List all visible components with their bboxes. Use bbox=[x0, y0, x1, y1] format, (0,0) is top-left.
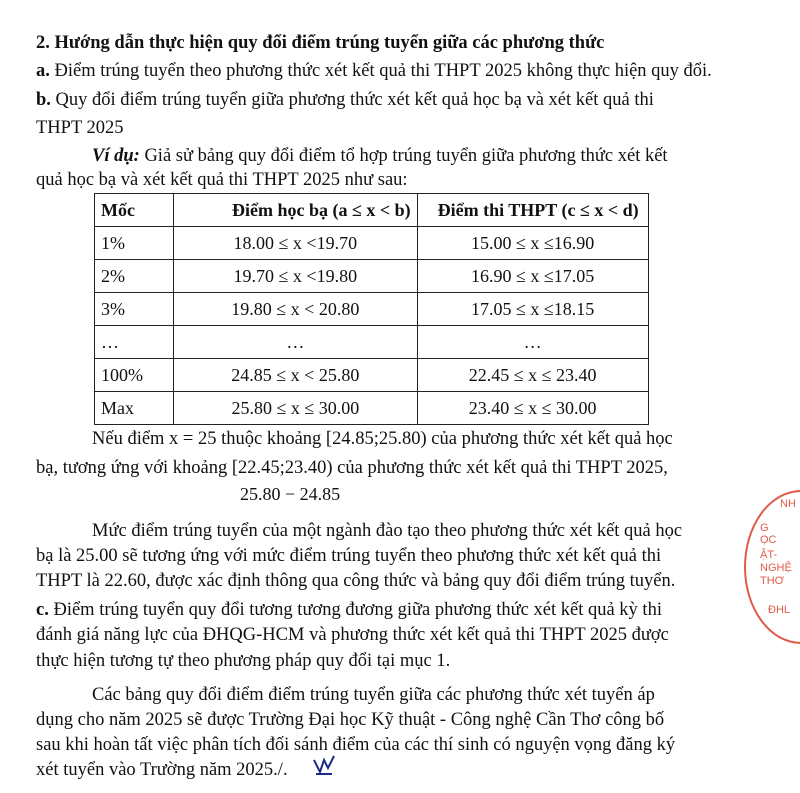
explain-line2: bạ, tương ứng với khoảng [22.45;23.40) của phương thức xét kết quả thi THPT 2025, bbox=[36, 458, 668, 478]
part-c-text: Điểm trúng tuyển quy đổi tương tương đương giữa phương thức xét kết quả kỳ thi bbox=[48, 600, 662, 620]
table-row bbox=[95, 326, 649, 359]
cell-exam: 15.00 ≤ x ≤16.90 bbox=[417, 227, 648, 260]
part-c-line3: thực hiện tương tự theo phương pháp quy đổi tại mục 1. bbox=[36, 651, 451, 671]
table-row bbox=[95, 359, 649, 392]
closing-line4: xét tuyển vào Trường năm 2025./. bbox=[36, 760, 288, 780]
cell-transcript: 24.85 ≤ x < 25.80 bbox=[174, 359, 418, 392]
formula-fraction: 25.80 − 24.85 bbox=[240, 484, 341, 504]
stamp-text: ỌC bbox=[760, 534, 777, 546]
cell-exam: … bbox=[417, 326, 648, 359]
table-row bbox=[95, 293, 649, 326]
part-c-label: c. bbox=[36, 600, 49, 620]
closing-line2: dụng cho năm 2025 sẽ được Trường Đại học Kỹ thuật - Công nghệ Cần Thơ công bố bbox=[36, 710, 665, 730]
stamp-text: ĐHL bbox=[768, 604, 791, 616]
header-level: Mốc bbox=[95, 194, 174, 227]
part-b-label: b. bbox=[36, 90, 51, 110]
stamp-text: ẬT- bbox=[760, 549, 778, 561]
part-b-line2: THPT 2025 bbox=[36, 118, 124, 138]
cell-level: Max bbox=[95, 392, 174, 425]
example-label: Ví dụ: bbox=[92, 146, 140, 166]
result-line3: THPT là 22.60, được xác định thông qua công thức và bảng quy đổi điểm trúng tuyển. bbox=[36, 571, 676, 591]
example-line1 bbox=[92, 145, 668, 167]
stamp-text: G bbox=[760, 522, 769, 534]
table-header-row bbox=[95, 194, 649, 227]
cell-transcript: … bbox=[174, 326, 418, 359]
cell-level: 1% bbox=[95, 227, 174, 260]
cell-transcript: 19.80 ≤ x < 20.80 bbox=[174, 293, 418, 326]
example-text: Giả sử bảng quy đổi điểm tổ hợp trúng tuyển giữa phương thức xét kết bbox=[139, 146, 668, 166]
conversion-table bbox=[94, 193, 649, 425]
part-c bbox=[36, 599, 662, 621]
cell-exam: 22.45 ≤ x ≤ 23.40 bbox=[417, 359, 648, 392]
table-row bbox=[95, 260, 649, 293]
header-exam: Điểm thi THPT (c ≤ x < d) bbox=[417, 194, 648, 227]
cell-exam: 17.05 ≤ x ≤18.15 bbox=[417, 293, 648, 326]
part-b bbox=[36, 89, 654, 111]
result-line2: bạ là 25.00 sẽ tương ứng với mức điểm trúng tuyển theo phương thức xét kết quả thi bbox=[36, 546, 662, 566]
table-row bbox=[95, 227, 649, 260]
cell-transcript: 25.80 ≤ x ≤ 30.00 bbox=[174, 392, 418, 425]
part-a-label: a. bbox=[36, 61, 50, 81]
example-line2: quả học bạ và xét kết quả thi THPT 2025 như sau: bbox=[36, 170, 408, 190]
cell-exam: 16.90 ≤ x ≤17.05 bbox=[417, 260, 648, 293]
cell-transcript: 18.00 ≤ x <19.70 bbox=[174, 227, 418, 260]
stamp-text: NGHỆ bbox=[760, 562, 792, 574]
cell-level: 2% bbox=[95, 260, 174, 293]
result-line1: Mức điểm trúng tuyển của một ngành đào tạo theo phương thức xét kết quả học bbox=[92, 521, 683, 541]
part-a bbox=[36, 60, 712, 82]
official-stamp bbox=[744, 490, 800, 644]
cell-level: 3% bbox=[95, 293, 174, 326]
section-heading: 2. Hướng dẫn thực hiện quy đổi điểm trúng tuyển giữa các phương thức bbox=[36, 33, 605, 53]
closing-line1: Các bảng quy đổi điểm điểm trúng tuyển giữa các phương thức xét tuyển áp bbox=[92, 685, 655, 705]
cell-level: … bbox=[95, 326, 174, 359]
cell-exam: 23.40 ≤ x ≤ 30.00 bbox=[417, 392, 648, 425]
stamp-text: THƠ bbox=[760, 575, 785, 587]
part-a-text: Điểm trúng tuyển theo phương thức xét kết quả thi THPT 2025 không thực hiện quy đổi. bbox=[49, 61, 712, 81]
closing-line3: sau khi hoàn tất việc phân tích đối sánh điểm của các thí sinh có nguyện vọng đăng ký bbox=[36, 735, 676, 755]
explain-line1: Nếu điểm x = 25 thuộc khoảng [24.85;25.80) của phương thức xét kết quả học bbox=[92, 429, 673, 449]
cell-transcript: 19.70 ≤ x <19.80 bbox=[174, 260, 418, 293]
header-transcript: Điểm học bạ (a ≤ x < b) bbox=[174, 194, 418, 227]
table-row bbox=[95, 392, 649, 425]
signature-mark bbox=[312, 754, 336, 776]
part-c-line2: đánh giá năng lực của ĐHQG-HCM và phương thức xét kết quả thi THPT 2025 được bbox=[36, 625, 669, 645]
part-b-text: Quy đổi điểm trúng tuyển giữa phương thức xét kết quả học bạ và xét kết quả thi bbox=[50, 90, 654, 110]
cell-level: 100% bbox=[95, 359, 174, 392]
stamp-text: NH bbox=[780, 498, 796, 510]
